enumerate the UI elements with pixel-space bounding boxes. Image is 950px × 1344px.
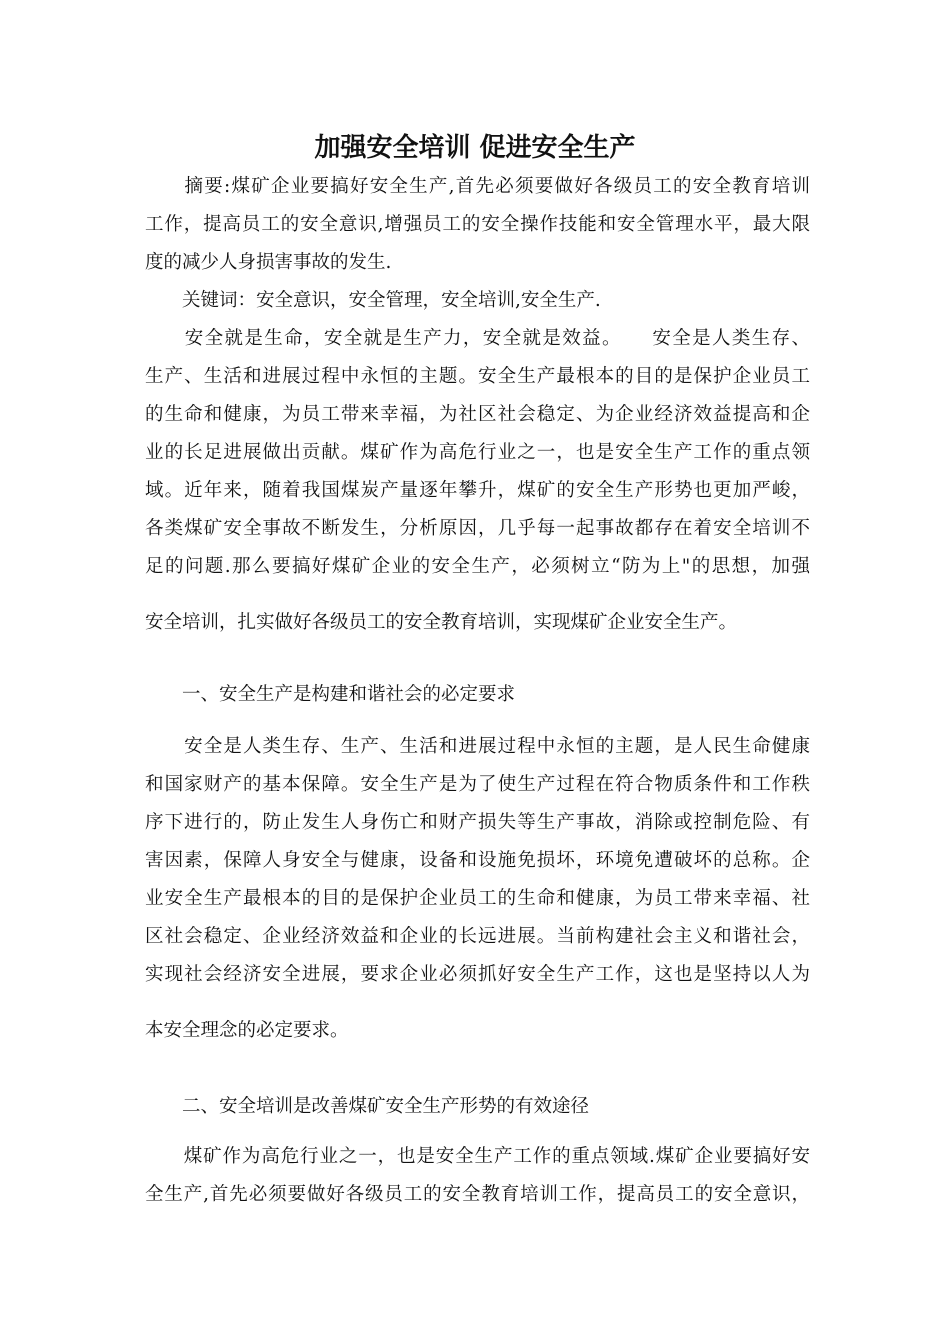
section-heading-2: 二、安全培训是改善煤矿安全生产形势的有效途径 (145, 1096, 590, 1117)
section2-line-1: 煤矿作为高危行业之一，也是安全生产工作的重点领域.煤矿企业要搞好安 (145, 1146, 810, 1167)
section1-line-5: 业安全生产最根本的目的是保护企业员工的生命和健康，为员工带来幸福、社 (145, 888, 810, 909)
keywords-line: 关键词：安全意识，安全管理，安全培训,安全生产. (145, 290, 601, 311)
section1-line-8: 本安全理念的必定要求。 (145, 1020, 349, 1041)
intro-line-1: 安全就是生命，安全就是生产力，安全就是效益。 安全是人类生存、 (145, 328, 810, 349)
section1-line-3: 序下进行的，防止发生人身伤亡和财产损失等生产事故，消除或控制危险、有 (145, 812, 810, 833)
section-heading-1: 一、安全生产是构建和谐社会的必定要求 (145, 684, 516, 705)
intro-line-4: 业的长足进展做出贡献。煤矿作为高危行业之一，也是安全生产工作的重点领 (145, 442, 810, 463)
section1-line-7: 实现社会经济安全进展，要求企业必须抓好安全生产工作，这也是坚持以人为 (145, 964, 810, 985)
intro-line-5: 域。近年来，随着我国煤炭产量逐年攀升，煤矿的安全生产形势也更加严峻， (145, 480, 810, 501)
section1-line-1: 安全是人类生存、生产、生活和进展过程中永恒的主题，是人民生命健康 (145, 736, 810, 757)
abstract-line-3: 度的减少人身损害事故的发生. (145, 252, 392, 273)
abstract-line-2: 工作，提高员工的安全意识,增强员工的安全操作技能和安全管理水平，最大限 (145, 214, 810, 235)
document-title: 加强安全培训 促进安全生产 (314, 133, 636, 163)
section1-line-2: 和国家财产的基本保障。安全生产是为了使生产过程在符合物质条件和工作秩 (145, 774, 810, 795)
intro-line-2: 生产、生活和进展过程中永恒的主题。安全生产最根本的目的是保护企业员工 (145, 366, 810, 387)
intro-line-8: 安全培训，扎实做好各级员工的安全教育培训，实现煤矿企业安全生产。 (145, 612, 738, 633)
intro-line-6: 各类煤矿安全事故不断发生，分析原因，几乎每一起事故都存在着安全培训不 (145, 518, 810, 539)
intro-line-3: 的生命和健康，为员工带来幸福，为社区社会稳定、为企业经济效益提高和企 (145, 404, 810, 425)
section1-line-6: 区社会稳定、企业经济效益和企业的长远进展。当前构建社会主义和谐社会， (145, 926, 810, 947)
section2-line-2: 全生产,首先必须要做好各级员工的安全教育培训工作，提高员工的安全意识， (145, 1184, 810, 1205)
section1-line-4: 害因素，保障人身安全与健康，设备和设施免损坏，环境免遭破坏的总称。企 (145, 850, 810, 871)
intro-line-7: 足的问题.那么要搞好煤矿企业的安全生产，必须树立“防为上"的思想，加强 (145, 556, 810, 577)
abstract-line-1: 摘要:煤矿企业要搞好安全生产,首先必须要做好各级员工的安全教育培训 (145, 176, 810, 197)
